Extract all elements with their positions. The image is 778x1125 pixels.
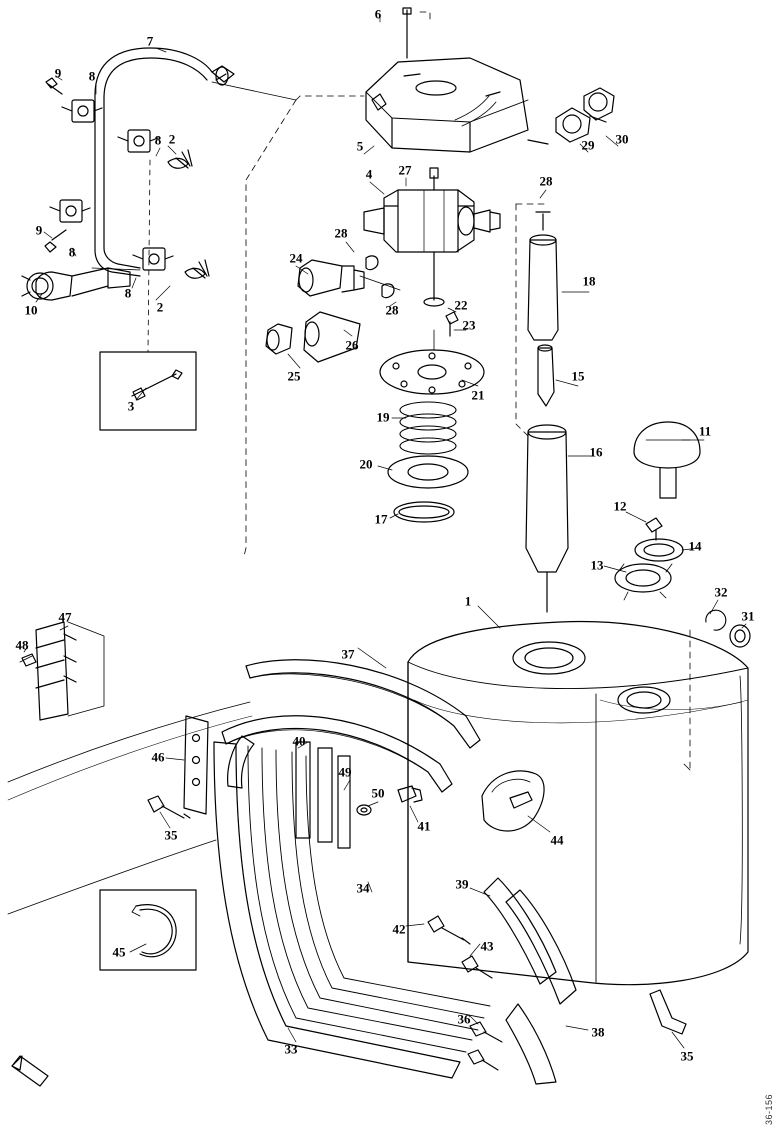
callout-50: 50 bbox=[371, 785, 385, 801]
sheet-code: 36-156 bbox=[764, 1094, 774, 1125]
callout-2: 2 bbox=[168, 131, 176, 147]
callout-27: 27 bbox=[398, 162, 412, 178]
callout-29: 29 bbox=[581, 137, 595, 153]
callout-28: 28 bbox=[539, 173, 553, 189]
callout-36: 36 bbox=[457, 1011, 471, 1027]
callout-48: 48 bbox=[15, 637, 29, 653]
callout-45: 45 bbox=[112, 944, 126, 960]
callout-3: 3 bbox=[127, 398, 135, 414]
callout-8: 8 bbox=[88, 68, 96, 84]
callout-11: 11 bbox=[698, 423, 712, 439]
callout-37: 37 bbox=[341, 646, 355, 662]
callout-41: 41 bbox=[417, 818, 431, 834]
callout-42: 42 bbox=[392, 921, 406, 937]
callout-25: 25 bbox=[287, 368, 301, 384]
callout-19: 19 bbox=[376, 409, 390, 425]
callout-28: 28 bbox=[334, 225, 348, 241]
callout-1: 1 bbox=[464, 593, 472, 609]
callout-38: 38 bbox=[591, 1024, 605, 1040]
callout-35: 35 bbox=[164, 827, 178, 843]
callout-49: 49 bbox=[338, 764, 352, 780]
callout-8: 8 bbox=[68, 244, 76, 260]
callout-20: 20 bbox=[359, 456, 373, 472]
callout-43: 43 bbox=[480, 938, 494, 954]
callout-2: 2 bbox=[156, 299, 164, 315]
callout-7: 7 bbox=[146, 33, 154, 49]
callout-39: 39 bbox=[455, 876, 469, 892]
callout-16: 16 bbox=[589, 444, 603, 460]
callout-14: 14 bbox=[688, 538, 702, 554]
callout-18: 18 bbox=[582, 273, 596, 289]
callout-32: 32 bbox=[714, 584, 728, 600]
callout-10: 10 bbox=[24, 302, 38, 318]
callout-40: 40 bbox=[292, 733, 306, 749]
callout-31: 31 bbox=[741, 608, 755, 624]
callout-12: 12 bbox=[613, 498, 627, 514]
callout-6: 6 bbox=[374, 6, 382, 22]
callout-13: 13 bbox=[590, 557, 604, 573]
callout-9: 9 bbox=[54, 65, 62, 81]
callout-46: 46 bbox=[151, 749, 165, 765]
callout-8: 8 bbox=[154, 132, 162, 148]
callout-47: 47 bbox=[58, 609, 72, 625]
callout-33: 33 bbox=[284, 1041, 298, 1057]
callout-4: 4 bbox=[365, 166, 373, 182]
callout-23: 23 bbox=[462, 317, 476, 333]
callout-44: 44 bbox=[550, 832, 564, 848]
callout-28: 28 bbox=[385, 302, 399, 318]
callout-22: 22 bbox=[454, 297, 468, 313]
callout-30: 30 bbox=[615, 131, 629, 147]
callout-15: 15 bbox=[571, 368, 585, 384]
callout-24: 24 bbox=[289, 250, 303, 266]
callout-34: 34 bbox=[356, 880, 370, 896]
callout-9: 9 bbox=[35, 222, 43, 238]
callout-8: 8 bbox=[124, 285, 132, 301]
callout-5: 5 bbox=[356, 138, 364, 154]
callout-17: 17 bbox=[374, 511, 388, 527]
callout-21: 21 bbox=[471, 387, 485, 403]
callout-35: 35 bbox=[680, 1048, 694, 1064]
callout-26: 26 bbox=[345, 337, 359, 353]
